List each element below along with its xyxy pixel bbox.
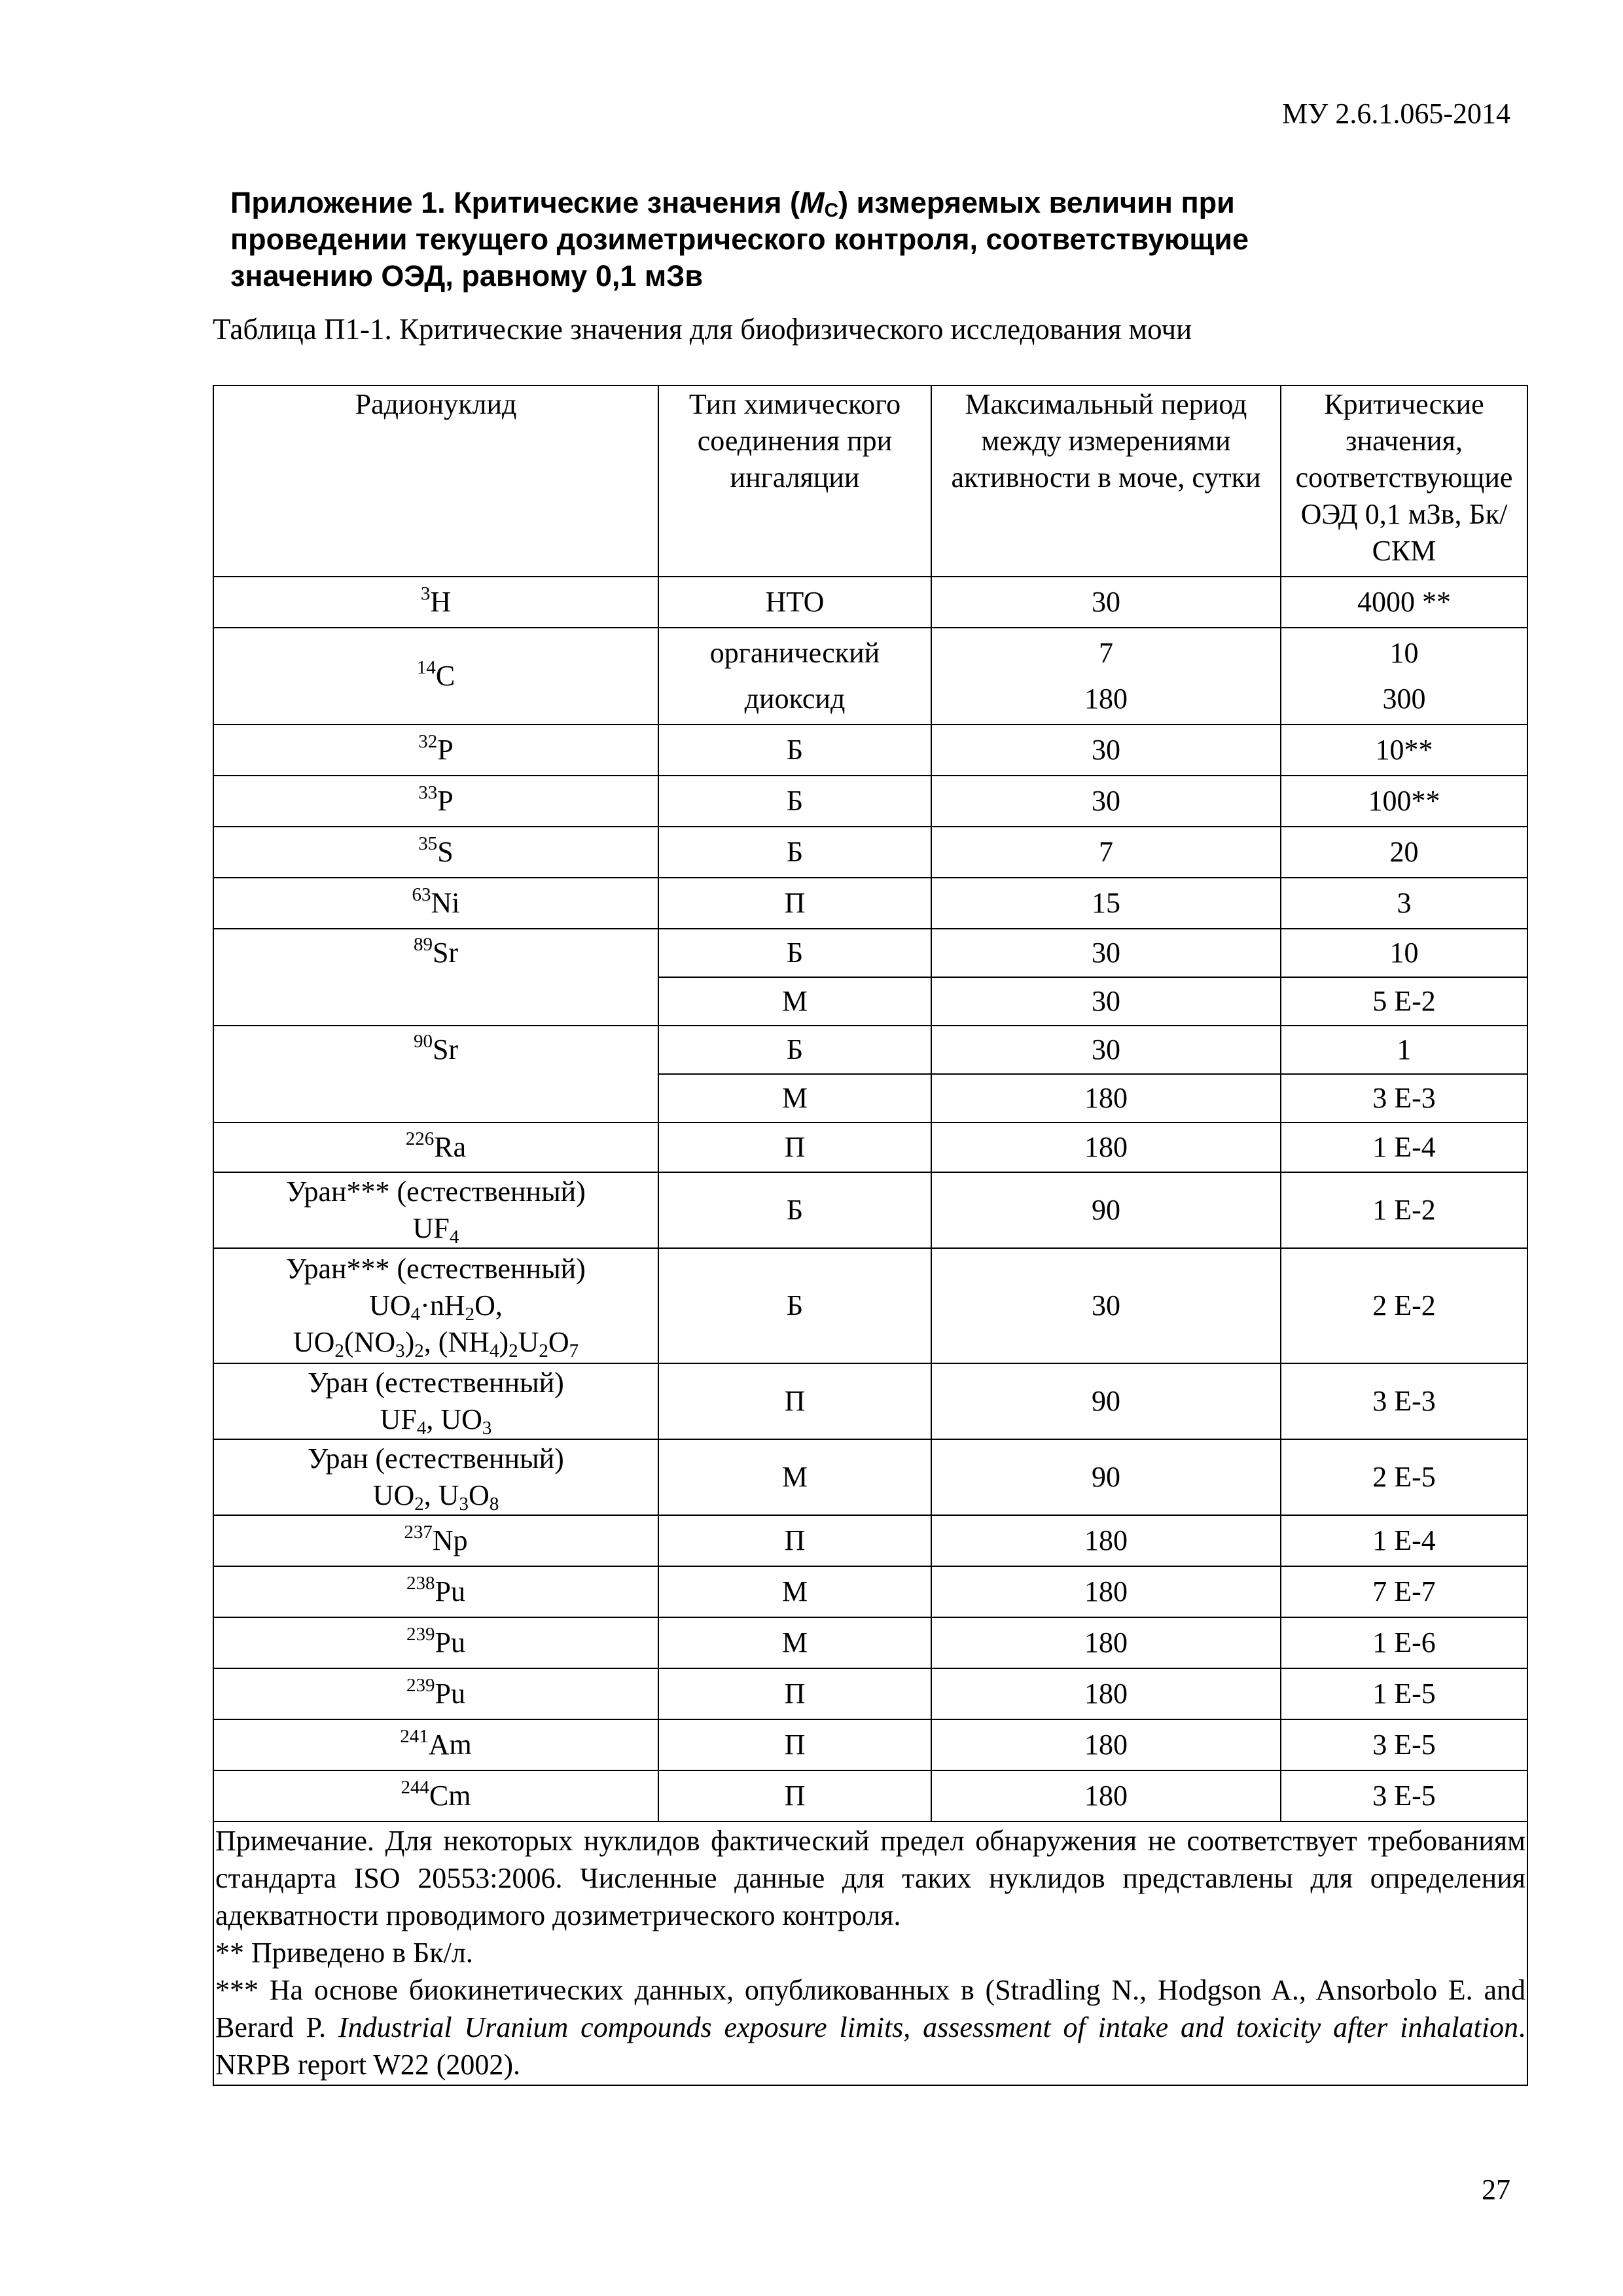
critical-value-cell: 1 E-6 (1281, 1617, 1527, 1668)
table-note (213, 1821, 1527, 2085)
period-cell: 30 (931, 977, 1281, 1026)
period-cell: 30 (931, 1026, 1281, 1074)
nuclide-cell: $^{226}$Ra (213, 1122, 658, 1172)
period-cell: 180 (931, 1668, 1281, 1719)
mc-subscript: C (824, 200, 839, 221)
period-cell: 90 (931, 1363, 1281, 1439)
table-note-row (213, 1821, 1527, 2085)
compound-type-cell: М (658, 1074, 931, 1122)
compound-type-cell: П (658, 1363, 931, 1439)
compound-type-cell: П (658, 1770, 931, 1821)
column-header-nuclide: Радионуклид (213, 386, 658, 577)
period-cell: 30 (931, 776, 1281, 827)
critical-value-cell: 1 E-4 (1281, 1515, 1527, 1566)
critical-value-cell: 5 E-2 (1281, 977, 1527, 1026)
note-paragraph-1: Примечание. Для некоторых нуклидов фактический предел обнаружения не соответствует требованиям стандарта ISO 20553:2006. Численные данные для таких нуклидов представлены для определения адекватности проводимого дозиметрического контроля. (215, 1825, 1525, 1931)
table-row (213, 1122, 1527, 1172)
column-header-max-period: Максимальный период между измерениями активности в моче, сутки (931, 386, 1281, 577)
page-number: 27 (1482, 2174, 1510, 2206)
note-reference-title: Industrial Uranium compounds exposure limits, assessment of intake and toxicity after inhalation (338, 2011, 1518, 2043)
appendix-heading (230, 185, 1474, 295)
nuclide-cell: $^{237}$Np (213, 1515, 658, 1566)
table-row (213, 929, 1527, 977)
period-cell: 30 (931, 577, 1281, 628)
period-cell: 90 (931, 1172, 1281, 1248)
compound-type-cell: органический диоксид (658, 628, 931, 725)
table-row (213, 1668, 1527, 1719)
nuclide-cell: Уран*** (естественный) $UO_4\cdot nH_2O$, $UO_2(NO_3)_2$, $(NH_4)_2U_2O_7$ (213, 1248, 658, 1363)
table-row (213, 1566, 1527, 1617)
table-row (213, 1026, 1527, 1074)
critical-value-cell: 100** (1281, 776, 1527, 827)
nuclide-cell: $^{90}$Sr (213, 1026, 658, 1122)
critical-value-cell: 20 (1281, 827, 1527, 878)
compound-type-cell: Б (658, 929, 931, 977)
compound-type-cell: Б (658, 1172, 931, 1248)
nuclide-cell: $^{241}$Am (213, 1719, 658, 1770)
critical-value-cell: 3 E-5 (1281, 1770, 1527, 1821)
period-cell: 90 (931, 1439, 1281, 1515)
note-paragraph-2: ** Приведено в Бк/л. (215, 1937, 473, 1969)
critical-value-cell: 2 E-2 (1281, 1248, 1527, 1363)
compound-type-cell: М (658, 1566, 931, 1617)
period-cell: 180 (931, 1074, 1281, 1122)
nuclide-cell: Уран*** (естественный) $UF_4$ (213, 1172, 658, 1248)
nuclide-cell: $^{238}$Pu (213, 1566, 658, 1617)
critical-value-cell: 3 E-3 (1281, 1074, 1527, 1122)
compound-type-cell: Б (658, 725, 931, 776)
critical-value-cell: 10 (1281, 929, 1527, 977)
compound-type-cell: П (658, 878, 931, 929)
mc-symbol: M (799, 186, 825, 219)
critical-values-table (213, 385, 1528, 2086)
critical-value-cell: 1 E-5 (1281, 1668, 1527, 1719)
critical-value-cell: 4000 ** (1281, 577, 1527, 628)
critical-value-cell: 3 E-3 (1281, 1363, 1527, 1439)
period-cell: 7 180 (931, 628, 1281, 725)
compound-type-cell: М (658, 977, 931, 1026)
column-header-critical-value: Критические значения, соответствующие ОЭД 0,1 мЗв, Бк/СКМ (1281, 386, 1527, 577)
critical-value-cell: 1 (1281, 1026, 1527, 1074)
table-row (213, 1515, 1527, 1566)
compound-type-cell: Б (658, 1248, 931, 1363)
table-row (213, 1617, 1527, 1668)
table-row (213, 878, 1527, 929)
period-cell: 180 (931, 1515, 1281, 1566)
table-row (213, 1248, 1527, 1363)
table-row (213, 827, 1527, 878)
table-row (213, 1172, 1527, 1248)
compound-type-cell: П (658, 1719, 931, 1770)
table-row (213, 628, 1527, 725)
critical-value-cell: 1 E-4 (1281, 1122, 1527, 1172)
period-cell: 180 (931, 1566, 1281, 1617)
period-cell: 180 (931, 1617, 1281, 1668)
compound-type-cell: П (658, 1515, 931, 1566)
critical-value-cell: 10 300 (1281, 628, 1527, 725)
note-paragraph-3: *** На основе биокинетических данных, опубликованных в (Stradling N., Hodgson A., Ansorbolo E. and Berard P. Industrial Uranium compounds exposure limits, assessment of intake and toxicity after inhalation. NRPB report W22 (2002). (215, 1974, 1525, 2081)
table-row (213, 1439, 1527, 1515)
nuclide-cell: Уран (естественный) $UO_2$, $U_3O_8$ (213, 1439, 658, 1515)
table-row (213, 1719, 1527, 1770)
compound-type-cell: М (658, 1439, 931, 1515)
table-header-row (213, 386, 1527, 577)
heading-line3: значению ОЭД, равному 0,1 мЗв (230, 259, 704, 293)
period-cell: 180 (931, 1770, 1281, 1821)
period-cell: 7 (931, 827, 1281, 878)
column-header-compound-type: Тип химического соединения при ингаляции (658, 386, 931, 577)
period-cell: 30 (931, 1248, 1281, 1363)
table-row (213, 776, 1527, 827)
nuclide-cell: $^{35}$S (213, 827, 658, 878)
period-cell: 30 (931, 725, 1281, 776)
nuclide-cell: $^3$H (213, 577, 658, 628)
compound-type-cell: П (658, 1122, 931, 1172)
critical-value-cell: 2 E-5 (1281, 1439, 1527, 1515)
heading-line1-suffix: ) измеряемых величин при (838, 186, 1235, 219)
table-caption: Таблица П1-1. Критические значения для биофизического исследования мочи (213, 313, 1192, 346)
nuclide-cell: $^{14}$C (213, 628, 658, 725)
period-cell: 180 (931, 1122, 1281, 1172)
nuclide-cell: $^{63}$Ni (213, 878, 658, 929)
critical-value-cell: 3 (1281, 878, 1527, 929)
nuclide-cell: $^{32}$P (213, 725, 658, 776)
nuclide-cell: Уран (естественный) $UF_4$, $UO_3$ (213, 1363, 658, 1439)
table-row (213, 725, 1527, 776)
period-cell: 15 (931, 878, 1281, 929)
document-code: МУ 2.6.1.065-2014 (1282, 98, 1510, 130)
nuclide-cell: $^{239}$Pu (213, 1617, 658, 1668)
nuclide-cell: $^{89}$Sr (213, 929, 658, 1026)
nuclide-cell: $^{239}$Pu (213, 1668, 658, 1719)
critical-value-cell: 3 E-5 (1281, 1719, 1527, 1770)
nuclide-cell: $^{244}$Cm (213, 1770, 658, 1821)
table-row (213, 1363, 1527, 1439)
compound-type-cell: Б (658, 1026, 931, 1074)
compound-type-cell: П (658, 1668, 931, 1719)
heading-line2: проведении текущего дозиметрического контроля, соответствующие (230, 223, 1249, 256)
table-row (213, 577, 1527, 628)
critical-value-cell: 10** (1281, 725, 1527, 776)
heading-line1-prefix: Приложение 1. Критические значения ( (230, 186, 800, 219)
compound-type-cell: Б (658, 827, 931, 878)
compound-type-cell: НТО (658, 577, 931, 628)
critical-value-cell: 1 E-2 (1281, 1172, 1527, 1248)
period-cell: 30 (931, 929, 1281, 977)
period-cell: 180 (931, 1719, 1281, 1770)
nuclide-cell: $^{33}$P (213, 776, 658, 827)
compound-type-cell: М (658, 1617, 931, 1668)
critical-value-cell: 7 E-7 (1281, 1566, 1527, 1617)
table-row (213, 1770, 1527, 1821)
compound-type-cell: Б (658, 776, 931, 827)
